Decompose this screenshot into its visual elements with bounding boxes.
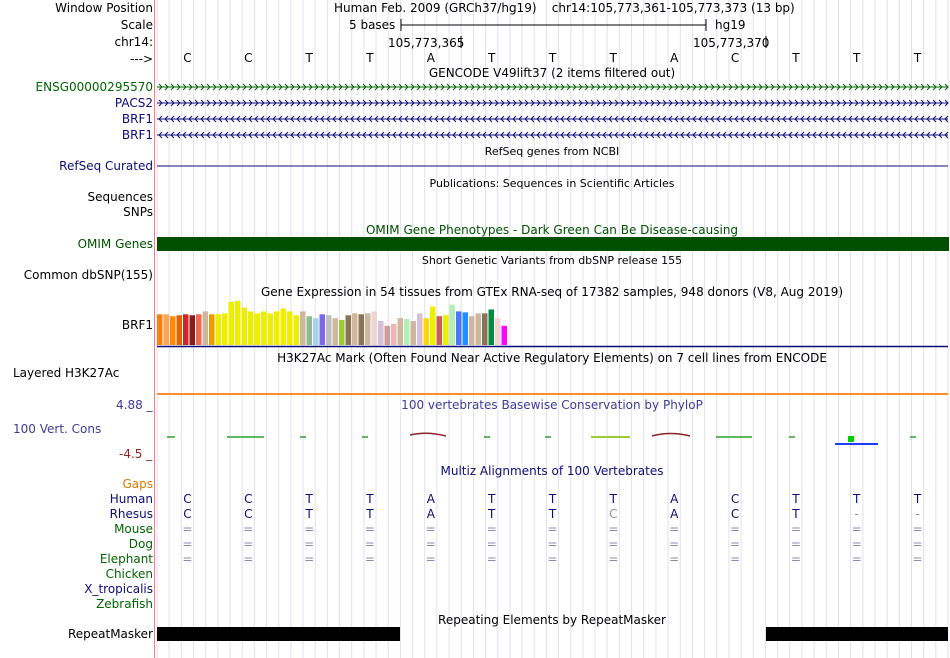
gencode-gene-track[interactable] [157,116,948,122]
gtex-tissue-bar[interactable] [365,313,371,345]
gtex-tissue-bar[interactable] [443,315,449,345]
multiz-species-label[interactable]: Chicken [105,567,153,581]
gtex-tissue-bar[interactable] [268,313,274,345]
gencode-gene-track[interactable] [157,84,948,90]
gtex-tissue-bar[interactable] [242,308,248,345]
publications-title: Publications: Sequences in Scientific Articles [429,177,675,190]
gtex-tissue-bar[interactable] [274,311,280,345]
gtex-tissue-bar[interactable] [489,309,495,345]
gtex-tissue-bar[interactable] [157,314,163,345]
multiz-base: T [305,492,313,506]
multiz-base: T [609,492,618,506]
gencode-gene-label[interactable]: BRF1 [121,128,153,142]
gtex-tissue-bar[interactable] [209,314,215,345]
multiz-base: = [851,537,862,551]
gtex-tissue-bar[interactable] [495,318,501,345]
gtex-tissue-bar[interactable] [502,326,508,345]
dbsnp-label[interactable]: Common dbSNP(155) [23,268,153,282]
repeat-element-left[interactable] [157,627,400,641]
multiz-species-label[interactable]: Elephant [99,552,153,566]
multiz-base: = [304,552,315,566]
scale-label: Scale [120,18,153,32]
gtex-tissue-bar[interactable] [417,313,423,345]
gtex-tissue-bar[interactable] [229,302,235,345]
coord-right: 105,773,370 [693,36,770,50]
multiz-base: = [425,522,436,536]
multiz-base: A [426,507,435,521]
multiz-base: C [730,507,740,521]
gtex-tissue-bar[interactable] [424,318,430,345]
gtex-tissue-bar[interactable] [339,320,345,345]
gtex-tissue-bar[interactable] [196,314,202,345]
dbsnp-title: Short Genetic Variants from dbSNP release 155 [421,254,683,267]
gtex-title: Gene Expression in 54 tissues from GTEx RNA-seq of 17382 samples, 948 donors (V8, Aug 2019) [260,285,844,299]
multiz-base: = [304,522,315,536]
multiz-base: = [669,522,680,536]
multiz-base: = [182,552,193,566]
base-letter: A [426,51,435,65]
gtex-tissue-bar[interactable] [222,313,228,345]
omim-gene-bar[interactable] [157,237,949,251]
gtex-tissue-bar[interactable] [378,321,384,345]
base-letter: C [183,51,192,65]
multiz-base: = [547,552,558,566]
repeat-element-right[interactable] [766,627,948,641]
multiz-base: T [305,507,313,521]
multiz-base: C [244,507,253,521]
gtex-tissue-bar[interactable] [346,315,352,345]
publications-label-snps[interactable]: SNPs [123,205,153,219]
multiz-base: = [182,522,193,536]
gtex-tissue-bar[interactable] [287,311,293,345]
multiz-species-label[interactable]: Zebrafish [96,597,153,611]
base-letter: T [913,51,922,65]
phylop-ymax: 4.88 _ [116,398,153,412]
gtex-tissue-bar[interactable] [216,314,222,345]
multiz-base: = [790,537,801,551]
h3k27ac-label[interactable]: Layered H3K27Ac [13,366,120,380]
gtex-tissue-bar[interactable] [398,318,404,345]
multiz-base: A [426,492,435,506]
multiz-base: = [730,537,741,551]
multiz-base: = [669,537,680,551]
gtex-tissue-bar[interactable] [164,314,170,345]
multiz-base: = [243,537,254,551]
gencode-gene-label[interactable]: BRF1 [121,112,153,126]
multiz-base: T [366,507,374,521]
multiz-base: = [851,522,862,536]
multiz-base: = [608,552,619,566]
gtex-tissue-bar[interactable] [183,314,189,345]
multiz-species-label[interactable]: Rhesus [109,507,153,521]
strand-label: ---> [129,52,153,66]
publications-label-sequences[interactable]: Sequences [87,190,153,204]
gtex-tissue-bar[interactable] [203,311,209,345]
multiz-base: = [669,552,680,566]
gtex-tissue-bar[interactable] [476,313,482,345]
base-letter: T [609,51,618,65]
scale-bases: 5 bases [349,18,396,32]
gtex-tissue-bar[interactable] [235,301,241,345]
phylop-negative-mark [410,433,446,436]
multiz-base: T [792,507,800,521]
multiz-base: = [547,522,558,536]
gtex-tissue-bar[interactable] [456,311,462,345]
gencode-gene-track[interactable] [157,100,948,106]
multiz-base: T [487,507,496,521]
phylop-ymin: -4.5 _ [119,447,153,461]
phylop-positive-mark [848,436,854,442]
gencode-gene-label[interactable]: PACS2 [114,96,153,110]
multiz-base: = [547,537,558,551]
multiz-base: = [364,552,375,566]
window-position-label: Window Position [55,1,153,15]
repeatmasker-label[interactable]: RepeatMasker [67,627,153,641]
h3k27ac-title: H3K27Ac Mark (Often Found Near Active Regulatory Elements) on 7 cell lines from ENCODE [277,351,827,365]
gtex-tissue-bar[interactable] [437,316,443,345]
gtex-tissue-bar[interactable] [482,313,488,345]
multiz-base: T [487,492,496,506]
multiz-base: - [915,507,920,521]
gencode-gene-track[interactable] [157,132,948,138]
gtex-tissue-bar[interactable] [313,318,319,345]
multiz-base: = [608,537,619,551]
phylop-title: 100 vertebrates Basewise Conservation by PhyloP [401,398,703,412]
multiz-base: = [730,552,741,566]
base-letter: C [730,51,740,65]
gtex-tissue-bar[interactable] [359,314,365,345]
base-letter: A [670,51,679,65]
chrom-label: chr14: [114,35,153,49]
gtex-tissue-bar[interactable] [281,309,287,345]
gtex-tissue-bar[interactable] [326,315,332,345]
multiz-base: A [670,507,679,521]
gaps-label[interactable]: Gaps [122,477,153,491]
multiz-base: A [670,492,679,506]
gtex-tissue-bar[interactable] [307,316,313,345]
window-position-value: Human Feb. 2009 (GRCh37/hg19) chr14:105,773,361-105,773,373 (13 bp) [334,1,795,15]
multiz-base: = [851,552,862,566]
base-letter: T [366,51,374,65]
gtex-tissue-bar[interactable] [177,315,183,345]
multiz-base: - [854,507,859,521]
gtex-tissue-bar[interactable] [261,311,267,345]
phylop-signal[interactable] [167,433,916,444]
phylop-negative-mark [652,434,690,437]
gtex-tissue-bar[interactable] [469,316,475,345]
multiz-base: T [913,492,922,506]
multiz-base: C [183,492,192,506]
refseq-title: RefSeq genes from NCBI [484,145,620,158]
gtex-tissue-bar[interactable] [352,313,358,345]
multiz-base: = [243,522,254,536]
multiz-species-label[interactable]: Dog [128,537,153,551]
base-letter: T [792,51,800,65]
multiz-base: = [243,552,254,566]
multiz-base: T [853,492,861,506]
gtex-tissue-bar[interactable] [300,311,306,345]
scale-assembly: hg19 [715,18,746,32]
base-letter: T [853,51,861,65]
base-letter: T [548,51,557,65]
gtex-tissue-bar[interactable] [294,315,300,345]
omim-label[interactable]: OMIM Genes [77,237,153,251]
gtex-tissue-bar[interactable] [463,312,469,345]
gtex-tissue-bar[interactable] [391,324,397,345]
multiz-base: = [912,537,923,551]
gtex-tissue-bar[interactable] [333,318,339,345]
omim-title: OMIM Gene Phenotypes - Dark Green Can Be Disease-causing [365,223,739,237]
multiz-base: T [792,492,800,506]
multiz-base: = [425,552,436,566]
gtex-tissue-bar[interactable] [255,313,261,345]
multiz-base: C [609,507,618,521]
gtex-tissue-bar[interactable] [411,321,417,345]
multiz-base: T [548,492,557,506]
multiz-base: = [364,522,375,536]
multiz-base: = [304,537,315,551]
multiz-base: = [486,552,497,566]
gtex-tissue-bar[interactable] [404,319,410,345]
gencode-gene-label[interactable]: ENSG00000295570 [35,80,153,94]
multiz-base: T [366,492,374,506]
multiz-base: = [608,522,619,536]
coord-left: 105,773,365 [388,36,465,50]
gtex-tissue-bar[interactable] [372,311,378,345]
gtex-label[interactable]: BRF1 [121,318,153,332]
multiz-base: = [912,552,923,566]
multiz-base: C [244,492,253,506]
phylop-label[interactable]: 100 Vert. Cons [13,422,102,436]
multiz-base: C [730,492,740,506]
multiz-base: = [182,537,193,551]
gtex-tissue-bar[interactable] [170,316,176,345]
gtex-tissue-bar[interactable] [430,307,436,345]
multiz-base: T [548,507,557,521]
base-letter: C [244,51,253,65]
multiz-species-label[interactable]: Mouse [114,522,153,536]
gtex-tissue-bar[interactable] [450,305,456,345]
multiz-base: = [364,537,375,551]
multiz-base: = [486,537,497,551]
repeatmasker-title: Repeating Elements by RepeatMasker [438,613,666,627]
gencode-title: GENCODE V49lift37 (2 items filtered out) [428,66,676,80]
multiz-base: = [425,537,436,551]
base-letter: T [305,51,313,65]
multiz-base: C [183,507,192,521]
gtex-tissue-bar[interactable] [320,314,326,345]
gtex-tissue-bar[interactable] [190,315,196,345]
multiz-base: = [790,522,801,536]
gtex-tissue-bar[interactable] [385,326,391,345]
multiz-base: = [790,552,801,566]
multiz-base: = [912,522,923,536]
multiz-species-label[interactable]: Human [109,492,153,506]
multiz-base: = [486,522,497,536]
multiz-title: Multiz Alignments of 100 Vertebrates [440,464,664,478]
multiz-species-label[interactable]: X_tropicalis [84,582,153,596]
gtex-tissue-bar[interactable] [248,311,254,345]
multiz-base: = [730,522,741,536]
base-letter: T [487,51,496,65]
refseq-label[interactable]: RefSeq Curated [59,159,153,173]
